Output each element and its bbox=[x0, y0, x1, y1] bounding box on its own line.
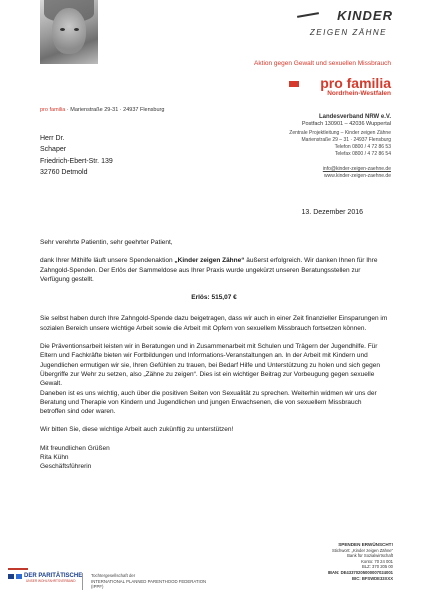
signer-name: Rita Kühn bbox=[40, 454, 69, 462]
contact-line: Marienstraße 29 – 31 · 24937 Flensburg bbox=[301, 137, 391, 143]
child-photo bbox=[40, 0, 98, 64]
campaign-tagline: Aktion gegen Gewalt und sexuellen Missbrauch bbox=[254, 60, 391, 67]
signature-block bbox=[40, 444, 388, 472]
kinder-zeigen-zaehne-logo bbox=[293, 6, 393, 46]
paragraph-sexuality: Daneben ist es uns wichtig, auch über die positiven Seiten von Sexualität zu sprechen. Weiterhin widmen wir uns der Beratung und Therapie von Kindern und Jugendlichen und jungen Erwachsenen, die von sexuellem Missbrauch betroffen sind oder waren. bbox=[40, 389, 377, 416]
closing: Mit freundlichen Grüßen bbox=[40, 444, 110, 452]
pro-familia-name: pro familia bbox=[320, 75, 391, 91]
paragraph-text: dank Ihrer Mithilfe läuft unsere Spendenaktion bbox=[40, 257, 175, 265]
website-link[interactable]: www.kinder-zeigen-zaehne.de bbox=[324, 173, 391, 179]
paritaet-square-icon bbox=[16, 574, 22, 579]
recipient-line: Schaper bbox=[40, 146, 67, 154]
bank-heading: SPENDEN ERWÜNSCHT! bbox=[338, 542, 393, 547]
ippf-note bbox=[82, 573, 206, 590]
paritaet-square-icon bbox=[8, 574, 14, 579]
salutation: Sehr verehrte Patientin, sehr geehrter Patient, bbox=[40, 239, 173, 246]
sender-line bbox=[40, 107, 164, 113]
footer-divider bbox=[8, 568, 28, 570]
donation-amount: Erlös: 515,07 € bbox=[191, 294, 237, 302]
signer-role: Geschäftsführerin bbox=[40, 463, 92, 471]
paragraph-prevention: Die Präventionsarbeit leisten wir in Beratungen und in Zusammenarbeit mit Schulen und Trägern der Jugendhilfe. Für Eltern und Fachkräfte bieten wir Fortbildungen und Informations-Veranstaltungen an. In der Arbeit mit Kindern und Jugendlichen ermutigen wir sie, Ihren Gefühlen zu trauen, bei Bedarf Hilfe und Unterstützung zu holen und sich gegen Übergriffe zur Wehr zu setzen, also „Zähne zu zeigen“. Dies ist ein wichtiger Beitrag zur Vorbeugung gegen sexuelle Gewalt. bbox=[40, 343, 381, 388]
paritaet-name: DER PARITÄTISCHE bbox=[24, 573, 83, 579]
paritaetische-logo bbox=[8, 573, 82, 583]
recipient-line: Herr Dr. bbox=[40, 135, 65, 142]
campaign-name: „Kinder zeigen Zähne“ bbox=[174, 257, 245, 265]
logo-kinder-text: KINDER bbox=[337, 8, 393, 23]
contact-line: Zentrale Projektleitung – Kinder zeigen Zähne bbox=[289, 130, 391, 136]
ippf-line: (IPPF) bbox=[91, 584, 104, 589]
ippf-line: INTERNATIONAL PLANNED PARENTHOOD FEDERATION bbox=[91, 578, 207, 584]
paritaet-subline: UNSER WOHLFAHRTSVERBAND bbox=[26, 579, 76, 583]
logo-arrow-icon bbox=[297, 12, 319, 18]
logo-zeigen-zaehne-text: ZEIGEN ZÄHNE bbox=[309, 28, 387, 37]
recipient-line: 32760 Detmold bbox=[40, 168, 88, 176]
recipient-line: Friedrich-Ebert-Str. 139 bbox=[40, 157, 113, 165]
bank-line: Stichwort: „Kinder zeigen Zähne“ bbox=[332, 547, 393, 553]
paragraph-contribution: Sie selbst haben durch Ihre Zahngold-Spende dazu beigetragen, dass wir auch in einer Zeit finanzieller Einsparungen im sozialen Bereich unsere wichtige Arbeit sowie die Arbeit mit Opfern von sexuellem Missbrauch fortsetzen können. bbox=[40, 315, 388, 332]
pro-familia-mark-icon bbox=[289, 81, 299, 87]
landesverband-postfach: Postfach 130901 – 42036 Wuppertal bbox=[301, 121, 391, 127]
photo-eye-left bbox=[60, 28, 65, 31]
paragraph-thanks bbox=[40, 256, 388, 284]
sender-address: · Marienstraße 29-31 · 24937 Flensburg bbox=[65, 107, 165, 113]
bank-line: Konto: 70 24 001 bbox=[361, 558, 393, 564]
bank-iban: IBAN: DE43370205000007024001 bbox=[327, 569, 393, 575]
paragraph-text: äußerst erfolgreich. Wir danken Ihnen für Ihre Zahngold-Spenden. Der Erlös der Sammeldose aus Ihrer Praxis wurde ungekürzt unseren Beratungsstellen zur Verfügung gestellt. bbox=[40, 257, 378, 283]
bank-bic: BIC: BFSWDE33XXX bbox=[352, 575, 393, 581]
pro-familia-logo bbox=[320, 76, 391, 97]
landesverband-name: Landesverband NRW e.V. bbox=[318, 114, 391, 120]
photo-face bbox=[52, 8, 86, 54]
contact-phone: Telefon 0800 / 4 72 86 53 bbox=[334, 144, 391, 150]
sender-org: pro familia bbox=[40, 107, 66, 113]
photo-eye-right bbox=[74, 28, 79, 31]
bank-line: BLZ: 370 205 00 bbox=[362, 564, 393, 570]
contact-block bbox=[289, 130, 391, 158]
contact-fax: Telefax 0800 / 4 72 86 54 bbox=[334, 151, 391, 157]
bank-details bbox=[328, 542, 393, 581]
bank-line: Bank für Sozialwirtschaft bbox=[347, 553, 393, 559]
paragraph-appeal: Wir bitten Sie, diese wichtige Arbeit auch zukünftig zu unterstützen! bbox=[40, 426, 234, 434]
ippf-line: Tochtergesellschaft der bbox=[91, 573, 136, 578]
web-block bbox=[323, 166, 391, 180]
letter-body bbox=[40, 238, 388, 472]
pro-familia-region: Nordrhein-Westfalen bbox=[327, 90, 391, 97]
landesverband-block bbox=[302, 114, 391, 128]
email-link[interactable]: info@kinder-zeigen-zaehne.de bbox=[322, 166, 391, 172]
recipient-address bbox=[40, 133, 113, 178]
letter-date: 13. Dezember 2016 bbox=[301, 209, 363, 216]
